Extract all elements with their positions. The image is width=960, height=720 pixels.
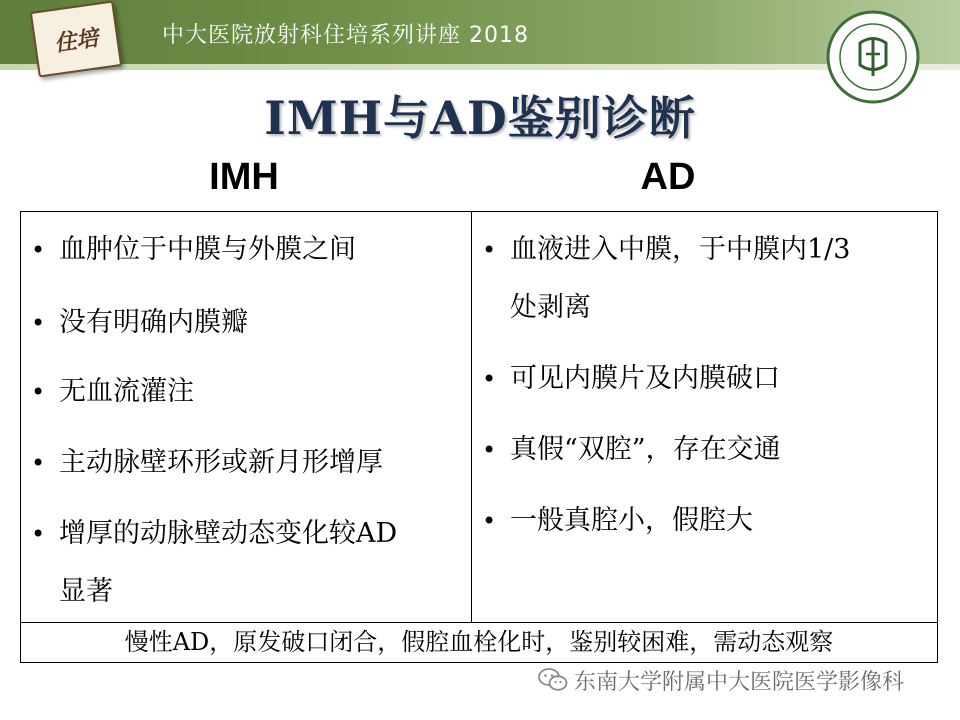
bullet: • bbox=[31, 520, 46, 548]
bullet: • bbox=[31, 309, 46, 337]
banner-strip bbox=[0, 64, 960, 70]
ad-column-header: AD bbox=[640, 156, 696, 198]
slide-title: IMH与AD鉴别诊断 bbox=[264, 91, 696, 145]
residency-badge bbox=[30, 0, 122, 77]
column-divider bbox=[471, 212, 472, 622]
imh-column-header: IMH bbox=[209, 156, 279, 198]
bullet: • bbox=[482, 365, 497, 393]
item-text: 可见内膜片及内膜破口 bbox=[510, 363, 780, 394]
item-text: 显著 bbox=[59, 576, 113, 607]
item-text: 没有明确内膜瓣 bbox=[59, 307, 248, 338]
footer-note: 慢性AD，原发破口闭合，假腔血栓化时，鉴别较困难，需动态观察 bbox=[124, 628, 834, 656]
badge-text: 住培 bbox=[52, 24, 100, 57]
item-text: 血液进入中膜，于中膜内1/3 bbox=[510, 234, 851, 265]
bullet: • bbox=[31, 449, 46, 477]
watermark-text: 东南大学附属中大医院医学影像科 bbox=[574, 669, 905, 695]
item-text: 处剥离 bbox=[510, 292, 591, 323]
item-text: 无血流灌注 bbox=[59, 376, 194, 407]
bullet: • bbox=[31, 378, 46, 406]
wechat-icon bbox=[538, 667, 568, 693]
item-text: 主动脉壁环形或新月形增厚 bbox=[59, 447, 383, 478]
bullet: • bbox=[31, 236, 46, 264]
item-text: 血肿位于中膜与外膜之间 bbox=[59, 234, 356, 265]
comparison-table bbox=[20, 211, 938, 663]
watermark bbox=[538, 664, 904, 696]
item-text: 真假“双腔”，存在交通 bbox=[510, 434, 781, 465]
item-text: 一般真腔小，假腔大 bbox=[510, 505, 753, 536]
bullet: • bbox=[482, 507, 497, 535]
bullet: • bbox=[482, 436, 497, 464]
bullet: • bbox=[482, 236, 497, 264]
item-text: 增厚的动脉壁动态变化较AD bbox=[59, 518, 398, 549]
banner-title: 中大医院放射科住培系列讲座 2018 bbox=[162, 23, 529, 48]
